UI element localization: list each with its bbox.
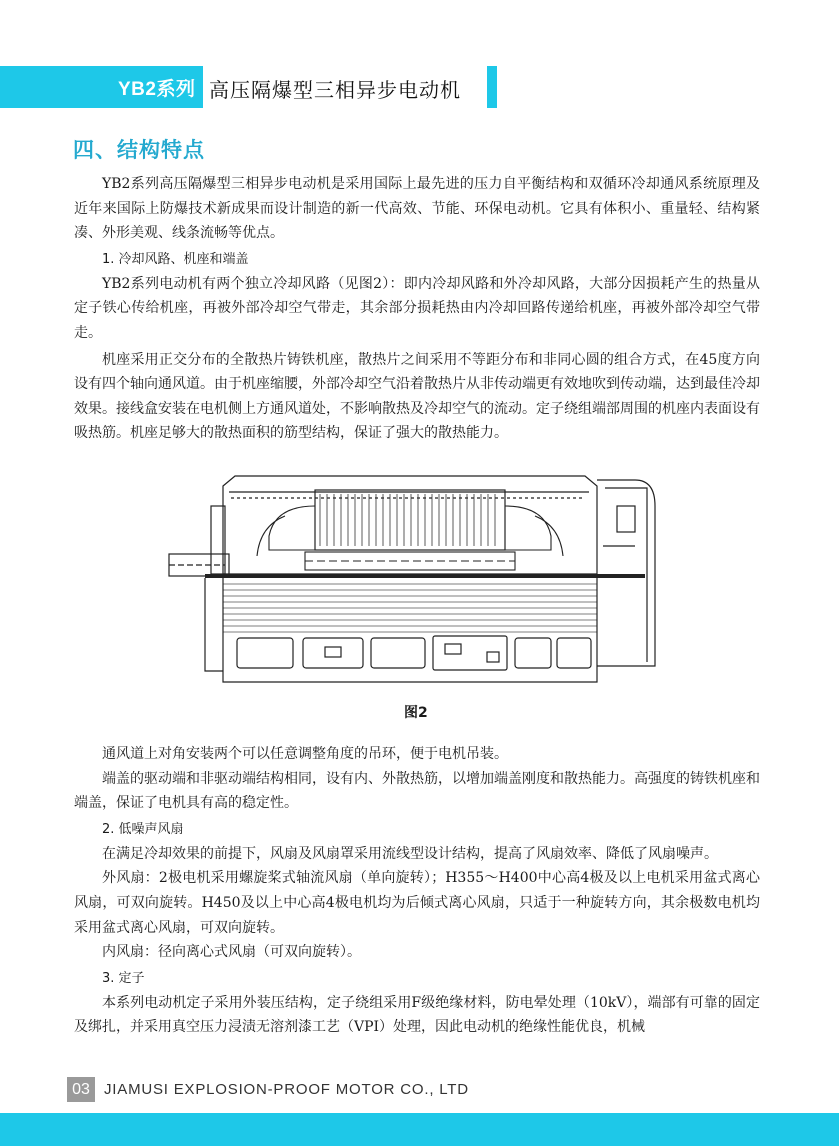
part2-paragraph-1: 在满足冷却效果的前提下，风扇及风扇罩采用流线型设计结构，提高了风扇效率、降低了风扇噪声。 bbox=[102, 845, 718, 862]
end-cover-paragraph: 端盖的驱动端和非驱动端结构相同，设有内、外散热筋，以增加端盖刚度和散热能力。高强度的铸铁机座和端盖，保证了电机具有高的稳定性。 bbox=[74, 770, 760, 812]
part2-paragraph-2: 外风扇：2极电机采用螺旋桨式轴流风扇（单向旋转）；H355～H400中心高4极及以上电机采用盆式离心风扇，可双向旋转。H450及以上中心高4极电机均为后倾式离心风扇，只适于一种旋转方向，其余极数电机均采用盆式离心风扇，可双向旋转。 bbox=[74, 870, 760, 936]
part1-paragraph-2: 机座采用正交分布的全散热片铸铁机座，散热片之间采用不等距分布和非同心圆的组合方式，在45度方向设有四个轴向通风道。由于机座缩腰，外部冷却空气沿着散热片从非传动端更有效地吹到传动端，达到最佳冷却效果。接线盒安装在电机侧上方通风道处，不影响散热及冷却空气的流动。定子绕组端部周围的机座内表面设有吸热筋。机座足够大的散热面积的筋型结构，保证了强大的散热能力。 bbox=[74, 351, 760, 442]
part3-paragraph-1: 本系列电动机定子采用外装压结构，定子绕组采用F级绝缘材料，防电晕处理（10kV），端部有可靠的固定及绑扎，并采用真空压力浸渍无溶剂漆工艺（VPI）处理，因此电动机的绝缘性能优良，机械 bbox=[74, 994, 760, 1036]
part1-heading: 1. 冷却风路、机座和端盖 bbox=[102, 251, 249, 267]
page-number: 03 bbox=[67, 1077, 95, 1102]
part1-paragraph-1: YB2系列电动机有两个独立冷却风路（见图2）：即内冷却风路和外冷却风路，大部分因损耗产生的热量从定子铁心传给机座，再被外部冷却空气带走，其余部分损耗热由内冷却回路传递给机座，再被外部冷却空气带走。 bbox=[74, 275, 760, 341]
header-end-bar bbox=[487, 66, 497, 108]
footer-company-name: JIAMUSI EXPLOSION-PROOF MOTOR CO., LTD bbox=[104, 1081, 469, 1098]
part3-heading: 3. 定子 bbox=[102, 970, 145, 986]
intro-paragraph: YB2系列高压隔爆型三相异步电动机是采用国际上最先进的压力自平衡结构和双循环冷却通风系统原理及近年来国际上防爆技术新成果而设计制造的新一代高效、节能、环保电动机。它具有体积小、重量轻、结构紧凑、外形美观、线条流畅等优点。 bbox=[74, 176, 760, 242]
motor-cross-section-drawing bbox=[165, 466, 675, 691]
part2-paragraph-3: 内风扇：径向离心式风扇（可双向旋转）。 bbox=[102, 944, 361, 961]
footer-accent-bar bbox=[0, 1113, 839, 1146]
hoist-ring-paragraph: 通风道上对角安装两个可以任意调整角度的吊环，便于电机吊装。 bbox=[102, 746, 508, 762]
part2-heading: 2. 低噪声风扇 bbox=[102, 821, 184, 837]
page-header bbox=[0, 66, 497, 108]
lower-text-block bbox=[74, 742, 760, 1040]
figure-caption: 图2 bbox=[404, 705, 428, 721]
header-title: 高压隔爆型三相异步电动机 bbox=[209, 78, 461, 102]
section-title: 四、结构特点 bbox=[73, 138, 205, 162]
header-series: YB2系列 bbox=[118, 79, 196, 100]
upper-text-block bbox=[74, 172, 760, 446]
